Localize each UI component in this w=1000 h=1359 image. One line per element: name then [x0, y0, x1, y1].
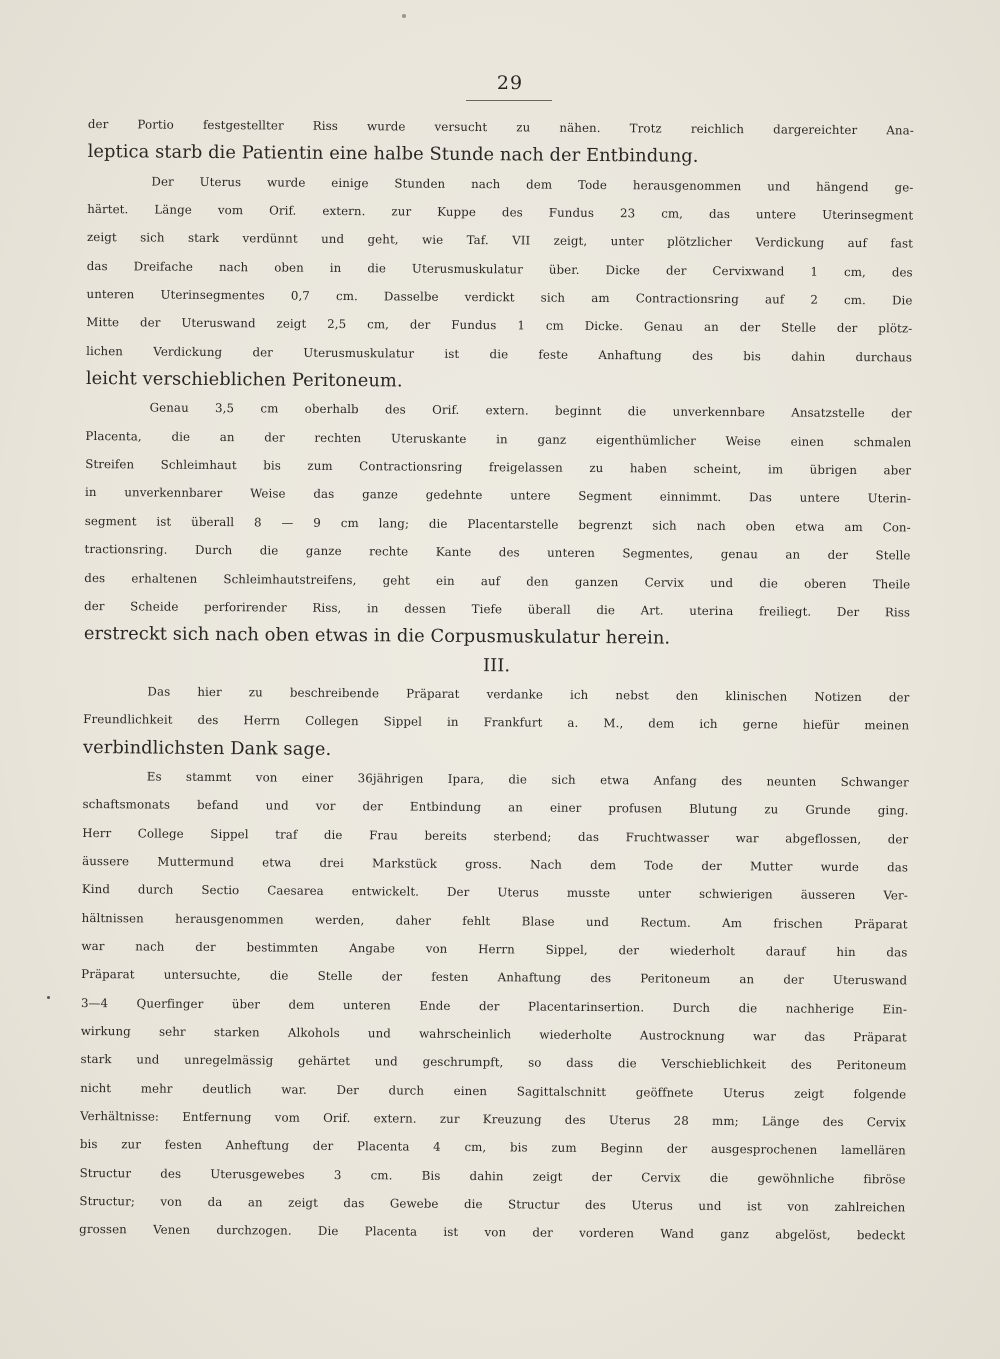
text-line: der Scheide perforirender Riss, in dessen Tiefe überall die Art. uterina freiliegt. Der Riss: [84, 598, 911, 620]
text-line: segment ist überall 8 — 9 cm lang; die Placentarstelle begrenzt sich nach oben etwa am Con-: [84, 513, 911, 535]
text-line: unteren Uterinsegmentes 0,7 cm. Dasselbe verdickt sich am Contractionsring auf 2 cm. Die: [86, 287, 913, 308]
text-line: schaftsmonats befand und vor der Entbindung an einer profusen Blutung zu Grunde ging.: [82, 797, 909, 818]
text-line: tractionsring. Durch die ganze rechte Kante des unteren Segmentes, genau an der Stelle: [84, 542, 911, 563]
section-heading: III.: [483, 654, 511, 676]
text-line: Streifen Schleimhaut bis zum Contractionsring freigelassen zu haben scheint, im übrigen aber: [85, 457, 912, 478]
text-line: erstreckt sich nach oben etwas in die Corpusmuskulatur herein.: [83, 623, 671, 649]
text-line: der Portio festgestellter Riss wurde versucht zu nähen. Trotz reichlich dargereichter Ana-: [87, 116, 914, 138]
text-line: hältnissen herausgenommen werden, daher fehlt Blase und Rectum. Am frischen Präparat: [81, 910, 908, 932]
text-line: lichen Verdickung der Uterusmuskulatur ist die feste Anhaftung des bis dahin durchaus: [86, 343, 913, 365]
header-rule: [466, 100, 552, 101]
text-line: Structur; von da an zeigt das Gewebe die Structur des Uterus und ist von zahlreichen: [79, 1194, 906, 1215]
text-line: zeigt sich stark verdünnt und geht, wie Taf. VII zeigt, unter plötzlicher Verdickung auf fast: [86, 230, 914, 251]
text-line: wirkung sehr starken Alkohols und wahrscheinlich wiederholte Austrocknung war das Präparat: [80, 1023, 907, 1045]
text-line: Kind durch Sectio Caesarea entwickelt. Der Uterus musste unter schwierigen äusseren Ver-: [81, 882, 908, 903]
text-line: das Dreifache nach oben in die Uterusmuskulatur über. Dicke der Cervixwand 1 cm, des: [86, 258, 913, 280]
text-line: des erhaltenen Schleimhautstreifens, geht ein auf den ganzen Cervix und die oberen Theile: [84, 570, 911, 591]
text-line: äussere Muttermund etwa drei Markstück gross. Nach dem Tode der Mutter wurde das: [82, 853, 909, 875]
text-line: Genau 3,5 cm oberhalb des Orif. extern. beginnt die unverkennbare Ansatzstelle der: [149, 400, 912, 421]
text-line: Mitte der Uteruswand zeigt 2,5 cm, der Fundus 1 cm Dicke. Genau an der Stelle der plötz-: [86, 315, 913, 336]
text-line: 3—4 Querfinger über dem unteren Ende der Placentarinsertion. Durch die nachherige Ein-: [80, 995, 908, 1017]
page-number: 29: [496, 72, 524, 94]
text-line: in unverkennbarer Weise das ganze gedehnte untere Segment einnimmt. Das untere Uterin-: [84, 485, 912, 506]
ink-smudge: [402, 14, 406, 18]
text-line: war nach der bestimmten Angabe von Herrn Sippel, der wiederholt darauf hin das: [81, 938, 908, 960]
text-line: stark und unregelmässig gehärtet und geschrumpft, so dass die Verschieblichkeit des Peritoneum: [80, 1052, 907, 1073]
text-line: Präparat untersuchte, die Stelle der festen Anhaftung des Peritoneum an der Uteruswand: [81, 967, 908, 988]
text-line: Das hier zu beschreibende Präparat verdanke ich nebst den klinischen Notizen der: [147, 684, 910, 705]
text-line: Der Uterus wurde einige Stunden nach dem Tode herausgenommen und hängend ge-: [151, 174, 914, 195]
text-line: Placenta, die an der rechten Uteruskante in ganz eigenthümlicher Weise einen schmalen: [85, 428, 912, 450]
text-line: leicht verschieblichen Peritoneum.: [85, 368, 403, 392]
text-line: Structur des Uterusgewebes 3 cm. Bis dahin zeigt der Cervix die gewöhnliche fibröse: [79, 1165, 906, 1187]
text-line: Verhältnisse: Entfernung vom Orif. extern. zur Kreuzung des Uterus 28 mm; Länge des Cervix: [80, 1109, 907, 1130]
text-line: härtet. Länge vom Orif. extern. zur Kuppe des Fundus 23 cm, das untere Uterinsegment: [87, 202, 914, 223]
text-line: grossen Venen durchzogen. Die Placenta ist von der vorderen Wand ganz abgelöst, bedeckt: [79, 1222, 906, 1243]
text-line: Freundlichkeit des Herrn Collegen Sippel in Frankfurt a. M., dem ich gerne hiefür meinen: [83, 712, 910, 733]
text-line: Es stammt von einer 36jährigen Ipara, die sich etwa Anfang des neunten Schwanger: [146, 769, 909, 790]
margin-dot: [47, 996, 50, 999]
body-text: [79, 110, 914, 1250]
text-line: bis zur festen Anheftung der Placenta 4 cm, bis zum Beginn der ausgesprochenen lamellären: [79, 1137, 906, 1158]
text-line: nicht mehr deutlich war. Der durch einen Sagittalschnitt geöffnete Uterus zeigt folgende: [80, 1080, 907, 1102]
text-line: leptica starb die Patientin eine halbe Stunde nach der Entbindung.: [87, 141, 699, 168]
text-line: Herr College Sippel traf die Frau bereits sterbend; das Fruchtwasser war abgeflossen, der: [82, 825, 909, 847]
text-line: verbindlichsten Dank sage.: [82, 736, 332, 760]
